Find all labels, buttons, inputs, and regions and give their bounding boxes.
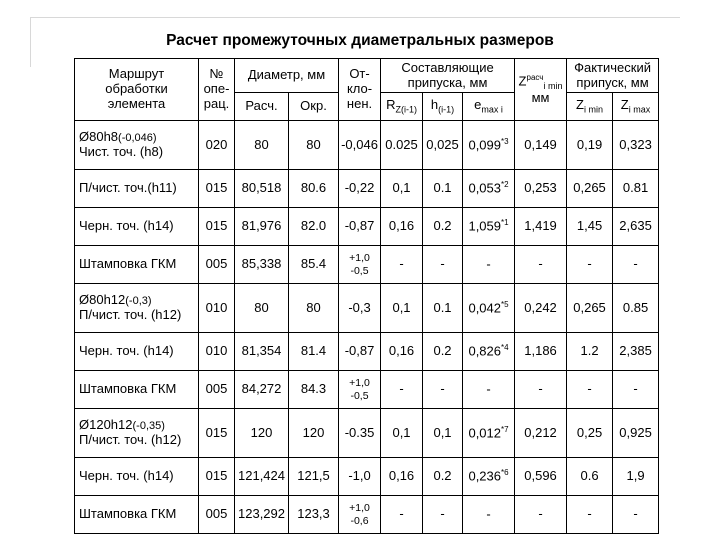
- zfmin-value: -: [567, 496, 613, 534]
- rz-value: 0,1: [381, 170, 423, 208]
- zmin-value: 0,253: [515, 170, 567, 208]
- route-name: Штамповка ГКМ: [79, 256, 177, 272]
- zfmin-value: -: [567, 246, 613, 284]
- header-rz-r: R: [386, 97, 396, 113]
- header-op: [199, 59, 235, 121]
- header-route-line1: Маршрут: [108, 66, 165, 82]
- diam-calc: 80,518: [235, 170, 289, 208]
- e-value-ref: *4: [501, 343, 509, 353]
- zmin-value: -: [515, 371, 567, 409]
- route-cell: [75, 170, 199, 208]
- zfmax-value: 0,925: [613, 409, 659, 458]
- deviation-lower: -0,6: [350, 514, 369, 527]
- header-zmin-unit: мм: [531, 90, 550, 106]
- e-value-number: 0,012: [468, 425, 502, 441]
- header-route: [75, 59, 199, 121]
- zfmax-value: 2,385: [613, 333, 659, 371]
- route-cell: [75, 409, 199, 458]
- diam-calc: 81,354: [235, 333, 289, 371]
- table-body: [75, 59, 659, 534]
- header-zmin-sub: i min: [543, 80, 563, 91]
- header-calc: Расч.: [235, 93, 289, 121]
- table-row: [75, 284, 659, 333]
- route-name: Штамповка ГКМ: [79, 506, 177, 522]
- deviation: -0.35: [339, 409, 381, 458]
- e-value-number: 0,042: [468, 300, 502, 316]
- deviation: -0,87: [339, 208, 381, 246]
- header-h: [423, 93, 463, 121]
- zmin-value: -: [515, 246, 567, 284]
- header-round: Окр.: [289, 93, 339, 121]
- header-rz: [381, 93, 423, 121]
- header-dev-line1: От-: [349, 66, 370, 82]
- header-zmin-z: Z: [518, 73, 527, 89]
- header-route-line3: элемента: [107, 95, 166, 111]
- header-e: [463, 93, 515, 121]
- e-value: [463, 170, 515, 208]
- op-number: 015: [199, 458, 235, 496]
- header-zmin-symbol: [517, 73, 564, 91]
- route-cell: [75, 496, 199, 534]
- diam-round: 84.3: [289, 371, 339, 409]
- table-row: [75, 121, 659, 170]
- e-value-number: -: [486, 506, 491, 522]
- deviation-lower: -0,5: [350, 389, 369, 402]
- deviation: -0,22: [339, 170, 381, 208]
- op-number: 020: [199, 121, 235, 170]
- rz-value: -: [381, 246, 423, 284]
- e-value: [463, 458, 515, 496]
- e-value-number: -: [486, 381, 491, 397]
- header-dev-line2: кло-: [346, 81, 373, 97]
- e-value: [463, 333, 515, 371]
- zfmin-value: 1,45: [567, 208, 613, 246]
- header-e-e: e: [474, 97, 482, 113]
- frame-top-line: [30, 17, 680, 18]
- e-value-number: 1,059: [468, 218, 502, 234]
- diam-calc: 85,338: [235, 246, 289, 284]
- zfmin-value: 0,265: [567, 170, 613, 208]
- diam-calc: 80: [235, 284, 289, 333]
- op-number: 015: [199, 170, 235, 208]
- deviation-upper: +1,0: [349, 377, 370, 390]
- rz-value: 0,1: [381, 284, 423, 333]
- group-title-diameter: Ø120h12: [79, 417, 133, 433]
- header-zfmax-z: Z: [620, 97, 629, 113]
- header-dev-line3: нен.: [346, 95, 373, 111]
- group-title-tolerance: (-0,35): [132, 420, 165, 433]
- e-value-ref: *3: [501, 136, 509, 146]
- diam-calc: 81,976: [235, 208, 289, 246]
- header-zfmin-z: Z: [576, 97, 584, 113]
- e-value: [463, 246, 515, 284]
- zmin-value: 0,242: [515, 284, 567, 333]
- diam-round: 80.6: [289, 170, 339, 208]
- e-value-ref: *5: [501, 299, 509, 309]
- deviation-upper: +1,0: [349, 252, 370, 265]
- zfmax-value: -: [613, 371, 659, 409]
- zmin-value: 0,149: [515, 121, 567, 170]
- rz-value: 0,16: [381, 208, 423, 246]
- h-value: 0,1: [423, 409, 463, 458]
- route-cell: [75, 284, 199, 333]
- e-value-number: 0,099: [468, 137, 502, 153]
- deviation: -0,046: [339, 121, 381, 170]
- zfmax-value: -: [613, 246, 659, 284]
- route-name: Черн. точ. (h14): [79, 218, 174, 234]
- table-row: [75, 409, 659, 458]
- header-zfmin: [567, 93, 613, 121]
- e-value: [463, 371, 515, 409]
- diam-round: 121,5: [289, 458, 339, 496]
- header-dev: [339, 59, 381, 121]
- deviation-lower: -0,5: [350, 264, 369, 277]
- table-row: [75, 333, 659, 371]
- h-value: 0.2: [423, 208, 463, 246]
- e-value-number: 0,053: [468, 180, 502, 196]
- diam-round: 120: [289, 409, 339, 458]
- header-diam: Диаметр, мм: [235, 59, 339, 93]
- header-fact-line1: Фактический: [574, 59, 651, 75]
- zfmax-value: 2,635: [613, 208, 659, 246]
- zmin-value: 0,212: [515, 409, 567, 458]
- e-value: [463, 409, 515, 458]
- header-op-line1: №: [209, 66, 224, 82]
- e-value-number: 0,236: [468, 468, 502, 484]
- h-value: 0.1: [423, 284, 463, 333]
- zfmin-value: 0,265: [567, 284, 613, 333]
- header-e-sub: max i: [481, 104, 503, 115]
- route-cell: [75, 371, 199, 409]
- route-cell: [75, 333, 199, 371]
- route-name: Черн. точ. (h14): [79, 468, 174, 484]
- route-cell: [75, 121, 199, 170]
- route-cell: [75, 458, 199, 496]
- header-op-line3: рац.: [203, 95, 230, 111]
- diam-calc: 120: [235, 409, 289, 458]
- group-title-tolerance: (-0,046): [118, 132, 157, 145]
- h-value: 0,025: [423, 121, 463, 170]
- zfmin-value: 0,19: [567, 121, 613, 170]
- header-zfmax-sub: i max: [628, 104, 651, 115]
- group-title: [79, 130, 196, 145]
- zmin-value: 1,419: [515, 208, 567, 246]
- table-row: [75, 170, 659, 208]
- e-value-ref: *2: [501, 180, 509, 190]
- group-title-diameter: Ø80h12: [79, 292, 126, 308]
- zmin-value: 1,186: [515, 333, 567, 371]
- zfmin-value: 0.6: [567, 458, 613, 496]
- op-number: 005: [199, 371, 235, 409]
- op-number: 005: [199, 246, 235, 284]
- deviation: [339, 496, 381, 534]
- table-row: [75, 458, 659, 496]
- e-value: [463, 496, 515, 534]
- table-row: [75, 371, 659, 409]
- rz-value: -: [381, 496, 423, 534]
- table-row: [75, 496, 659, 534]
- e-value-number: 0,826: [468, 343, 502, 359]
- e-value-ref: *7: [501, 424, 509, 434]
- zfmin-value: 0,25: [567, 409, 613, 458]
- diam-calc: 84,272: [235, 371, 289, 409]
- route-name: Чист. точ. (h8): [79, 144, 164, 159]
- diam-calc: 123,292: [235, 496, 289, 534]
- route-name: Штамповка ГКМ: [79, 381, 177, 397]
- header-row-1: [75, 59, 659, 93]
- route-name: Черн. точ. (h14): [79, 343, 174, 359]
- header-zmin-sup: расч: [526, 72, 544, 82]
- zfmax-value: 0.85: [613, 284, 659, 333]
- deviation: [339, 371, 381, 409]
- diam-round: 85.4: [289, 246, 339, 284]
- e-value: [463, 208, 515, 246]
- op-number: 005: [199, 496, 235, 534]
- rz-value: -: [381, 371, 423, 409]
- rz-value: 0,16: [381, 458, 423, 496]
- diam-round: 80: [289, 121, 339, 170]
- table-row: [75, 246, 659, 284]
- deviation: [339, 246, 381, 284]
- diam-calc: 121,424: [235, 458, 289, 496]
- header-rz-sub: Z(i-1): [395, 104, 417, 115]
- e-value: [463, 284, 515, 333]
- zfmax-value: 0.81: [613, 170, 659, 208]
- diam-round: 81.4: [289, 333, 339, 371]
- e-value-ref: *6: [501, 468, 509, 478]
- diam-round: 80: [289, 284, 339, 333]
- header-zfmax: [613, 93, 659, 121]
- deviation-upper: +1,0: [349, 502, 370, 515]
- dimensions-table: [74, 58, 659, 534]
- e-value-ref: *1: [501, 218, 509, 228]
- h-value: 0.2: [423, 333, 463, 371]
- header-h-sub: (i-1): [438, 104, 455, 115]
- header-fact-line2: припуск, мм: [576, 74, 649, 90]
- h-value: 0.2: [423, 458, 463, 496]
- header-comp: [381, 59, 515, 93]
- group-title: [79, 293, 196, 308]
- zfmin-value: -: [567, 371, 613, 409]
- op-number: 010: [199, 284, 235, 333]
- h-value: -: [423, 246, 463, 284]
- zfmax-value: 0,323: [613, 121, 659, 170]
- diam-round: 123,3: [289, 496, 339, 534]
- rz-value: 0,1: [381, 409, 423, 458]
- deviation: -0,3: [339, 284, 381, 333]
- zfmin-value: 1.2: [567, 333, 613, 371]
- zmin-value: -: [515, 496, 567, 534]
- zfmax-value: 1,9: [613, 458, 659, 496]
- rz-value: 0,16: [381, 333, 423, 371]
- page-title: Расчет промежуточных диаметральных размеров: [166, 32, 554, 49]
- h-value: 0.1: [423, 170, 463, 208]
- rz-value: 0.025: [381, 121, 423, 170]
- zmin-value: 0,596: [515, 458, 567, 496]
- header-zmin: [515, 59, 567, 121]
- table-row: [75, 208, 659, 246]
- deviation: -1,0: [339, 458, 381, 496]
- header-h-h: h: [430, 97, 439, 113]
- diam-round: 82.0: [289, 208, 339, 246]
- zfmax-value: -: [613, 496, 659, 534]
- group-title: [79, 418, 196, 433]
- h-value: -: [423, 496, 463, 534]
- deviation: -0,87: [339, 333, 381, 371]
- op-number: 015: [199, 409, 235, 458]
- h-value: -: [423, 371, 463, 409]
- route-name: П/чист. точ. (h12): [79, 432, 182, 447]
- group-title-tolerance: (-0,3): [125, 295, 152, 308]
- header-zfmin-sub: i min: [584, 104, 604, 115]
- route-name: П/чист. точ. (h12): [79, 307, 182, 322]
- group-title-diameter: Ø80h8: [79, 129, 119, 145]
- op-number: 015: [199, 208, 235, 246]
- header-comp-line1: Составляющие: [401, 59, 494, 75]
- header-op-line2: опе-: [203, 81, 230, 97]
- e-value: [463, 121, 515, 170]
- op-number: 010: [199, 333, 235, 371]
- header-route-line2: обработки: [105, 81, 168, 97]
- route-name: П/чист. точ.(h11): [79, 180, 177, 196]
- diam-calc: 80: [235, 121, 289, 170]
- e-value-number: -: [486, 256, 491, 272]
- route-cell: [75, 208, 199, 246]
- route-cell: [75, 246, 199, 284]
- header-fact: [567, 59, 659, 93]
- header-comp-line2: припуска, мм: [407, 74, 488, 90]
